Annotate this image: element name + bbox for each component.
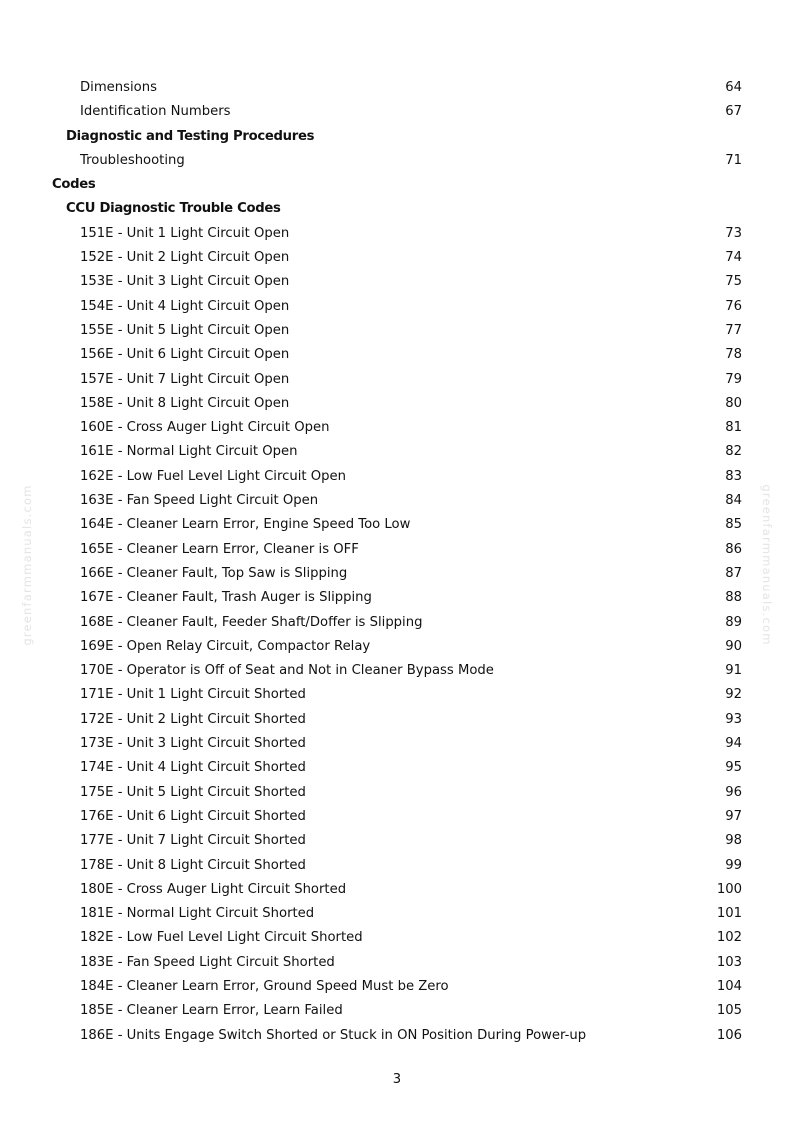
toc-entry-title: 164E - Cleaner Learn Error, Engine Speed Too Low [80,517,411,533]
toc-entry-title: 178E - Unit 8 Light Circuit Shorted [80,857,306,873]
toc-entry[interactable] [0,538,794,562]
toc-entry[interactable] [0,902,794,926]
toc-entry-title: 161E - Normal Light Circuit Open [80,444,298,460]
toc-entry-title: 184E - Cleaner Learn Error, Ground Speed Must be Zero [80,978,449,994]
toc-entry-page-number: 92 [725,687,742,703]
toc-entry-page-number: 100 [716,881,742,897]
toc-entry-title: 176E - Unit 6 Light Circuit Shorted [80,808,306,824]
toc-entry-page-number: 89 [725,614,742,630]
toc-entry[interactable] [0,975,794,999]
toc-entry[interactable] [0,295,794,319]
toc-entry[interactable] [0,926,794,950]
toc-entry-title: Identification Numbers [80,104,231,120]
toc-entry-page-number: 93 [725,711,742,727]
toc-entry-page-number: 88 [725,590,742,606]
toc-entry[interactable] [0,319,794,343]
toc-entry-page-number: 75 [725,274,742,290]
toc-entry-page-number: 95 [725,760,742,776]
toc-entry-title: 152E - Unit 2 Light Circuit Open [80,250,290,266]
toc-entry-title: CCU Diagnostic Trouble Codes [66,201,281,217]
toc-entry[interactable] [0,999,794,1023]
toc-entry-title: 172E - Unit 2 Light Circuit Shorted [80,711,306,727]
toc-entry[interactable] [0,513,794,537]
toc-entry-title: 165E - Cleaner Learn Error, Cleaner is OFF [80,541,359,557]
toc-entry-page-number: 71 [725,152,742,168]
toc-entry-title: 162E - Low Fuel Level Light Circuit Open [80,468,346,484]
toc-entry-page-number: 83 [725,468,742,484]
toc-entry-title: 167E - Cleaner Fault, Trash Auger is Slipping [80,590,372,606]
toc-entry-title: Troubleshooting [80,152,185,168]
toc-entry[interactable] [0,683,794,707]
toc-entry[interactable] [0,635,794,659]
toc-entry[interactable] [0,149,794,173]
toc-entry[interactable] [0,781,794,805]
toc-entry[interactable] [0,829,794,853]
toc-entry-page-number: 103 [716,954,742,970]
toc-entry[interactable] [0,951,794,975]
toc-entry[interactable] [0,489,794,513]
toc-entry-title: 156E - Unit 6 Light Circuit Open [80,347,290,363]
toc-entry-page-number: 78 [725,347,742,363]
toc-entry[interactable] [0,440,794,464]
toc-entry-page-number: 86 [725,541,742,557]
toc-entry[interactable] [0,465,794,489]
toc-entry-title: 175E - Unit 5 Light Circuit Shorted [80,784,306,800]
toc-entry-page-number: 77 [725,322,742,338]
toc-entry-title: 154E - Unit 4 Light Circuit Open [80,298,290,314]
toc-entry-page-number: 106 [716,1027,742,1043]
watermark-right: greenfarmmanuals.com [760,484,774,646]
toc-entry-title: 169E - Open Relay Circuit, Compactor Relay [80,638,371,654]
toc-heading[interactable] [0,125,794,149]
toc-entry-title: 180E - Cross Auger Light Circuit Shorted [80,881,347,897]
toc-entry-page-number: 105 [716,1003,742,1019]
toc-entry[interactable] [0,878,794,902]
watermark-left: greenfarmmanuals.com [20,484,34,646]
toc-entry-title: 163E - Fan Speed Light Circuit Open [80,493,319,509]
toc-entry-title: 181E - Normal Light Circuit Shorted [80,906,315,922]
table-of-contents [0,76,794,1048]
toc-entry-title: Diagnostic and Testing Procedures [66,128,315,144]
toc-entry-page-number: 76 [725,298,742,314]
toc-entry-page-number: 99 [725,857,742,873]
toc-entry[interactable] [0,416,794,440]
toc-entry[interactable] [0,854,794,878]
toc-entry[interactable] [0,222,794,246]
toc-entry-page-number: 97 [725,808,742,824]
toc-entry-title: 183E - Fan Speed Light Circuit Shorted [80,954,335,970]
toc-entry-page-number: 73 [725,225,742,241]
toc-entry-page-number: 90 [725,638,742,654]
toc-entry-page-number: 74 [725,250,742,266]
toc-entry-page-number: 67 [725,104,742,120]
toc-entry-title: 171E - Unit 1 Light Circuit Shorted [80,687,306,703]
toc-entry-title: 174E - Unit 4 Light Circuit Shorted [80,760,306,776]
toc-entry[interactable] [0,100,794,124]
toc-entry-page-number: 84 [725,493,742,509]
toc-entry[interactable] [0,76,794,100]
toc-entry[interactable] [0,246,794,270]
toc-entry-page-number: 101 [716,906,742,922]
toc-entry-page-number: 94 [725,736,742,752]
toc-entry-page-number: 81 [725,420,742,436]
toc-heading[interactable] [0,173,794,197]
toc-entry-title: 182E - Low Fuel Level Light Circuit Shorted [80,930,363,946]
toc-entry-page-number: 80 [725,395,742,411]
toc-entry-page-number: 82 [725,444,742,460]
toc-entry-title: Codes [52,177,96,193]
toc-entry[interactable] [0,392,794,416]
toc-entry[interactable] [0,732,794,756]
toc-entry-page-number: 79 [725,371,742,387]
toc-entry-title: 151E - Unit 1 Light Circuit Open [80,225,290,241]
toc-entry[interactable] [0,368,794,392]
toc-entry[interactable] [0,805,794,829]
toc-entry-title: 157E - Unit 7 Light Circuit Open [80,371,290,387]
toc-entry-title: 170E - Operator is Off of Seat and Not in Cleaner Bypass Mode [80,663,494,679]
toc-entry-title: 185E - Cleaner Learn Error, Learn Failed [80,1003,343,1019]
toc-entry-page-number: 102 [716,930,742,946]
toc-entry-page-number: 87 [725,565,742,581]
toc-entry-page-number: 85 [725,517,742,533]
toc-entry-page-number: 96 [725,784,742,800]
toc-entry-title: 155E - Unit 5 Light Circuit Open [80,322,290,338]
page-number: 3 [392,1072,402,1087]
toc-entry-title: 173E - Unit 3 Light Circuit Shorted [80,736,306,752]
toc-entry[interactable] [0,562,794,586]
toc-entry[interactable] [0,708,794,732]
toc-entry[interactable] [0,611,794,635]
toc-entry-title: 186E - Units Engage Switch Shorted or Stuck in ON Position During Power-up [80,1027,587,1043]
toc-entry-title: 177E - Unit 7 Light Circuit Shorted [80,833,306,849]
toc-entry-page-number: 64 [725,80,742,95]
toc-entry[interactable] [0,586,794,610]
toc-entry[interactable] [0,659,794,683]
toc-entry[interactable] [0,270,794,294]
toc-entry[interactable] [0,343,794,367]
toc-entry-page-number: 91 [725,663,742,679]
toc-entry-title: 168E - Cleaner Fault, Feeder Shaft/Doffer is Slipping [80,614,423,630]
toc-heading[interactable] [0,197,794,221]
toc-entry-title: 158E - Unit 8 Light Circuit Open [80,395,290,411]
toc-entry-title: Dimensions [80,80,157,95]
toc-entry-title: 160E - Cross Auger Light Circuit Open [80,420,330,436]
toc-entry-title: 153E - Unit 3 Light Circuit Open [80,274,290,290]
toc-entry-title: 166E - Cleaner Fault, Top Saw is Slipping [80,565,348,581]
toc-entry[interactable] [0,1024,794,1048]
toc-entry[interactable] [0,756,794,780]
toc-entry-page-number: 98 [725,833,742,849]
toc-entry-page-number: 104 [716,978,742,994]
